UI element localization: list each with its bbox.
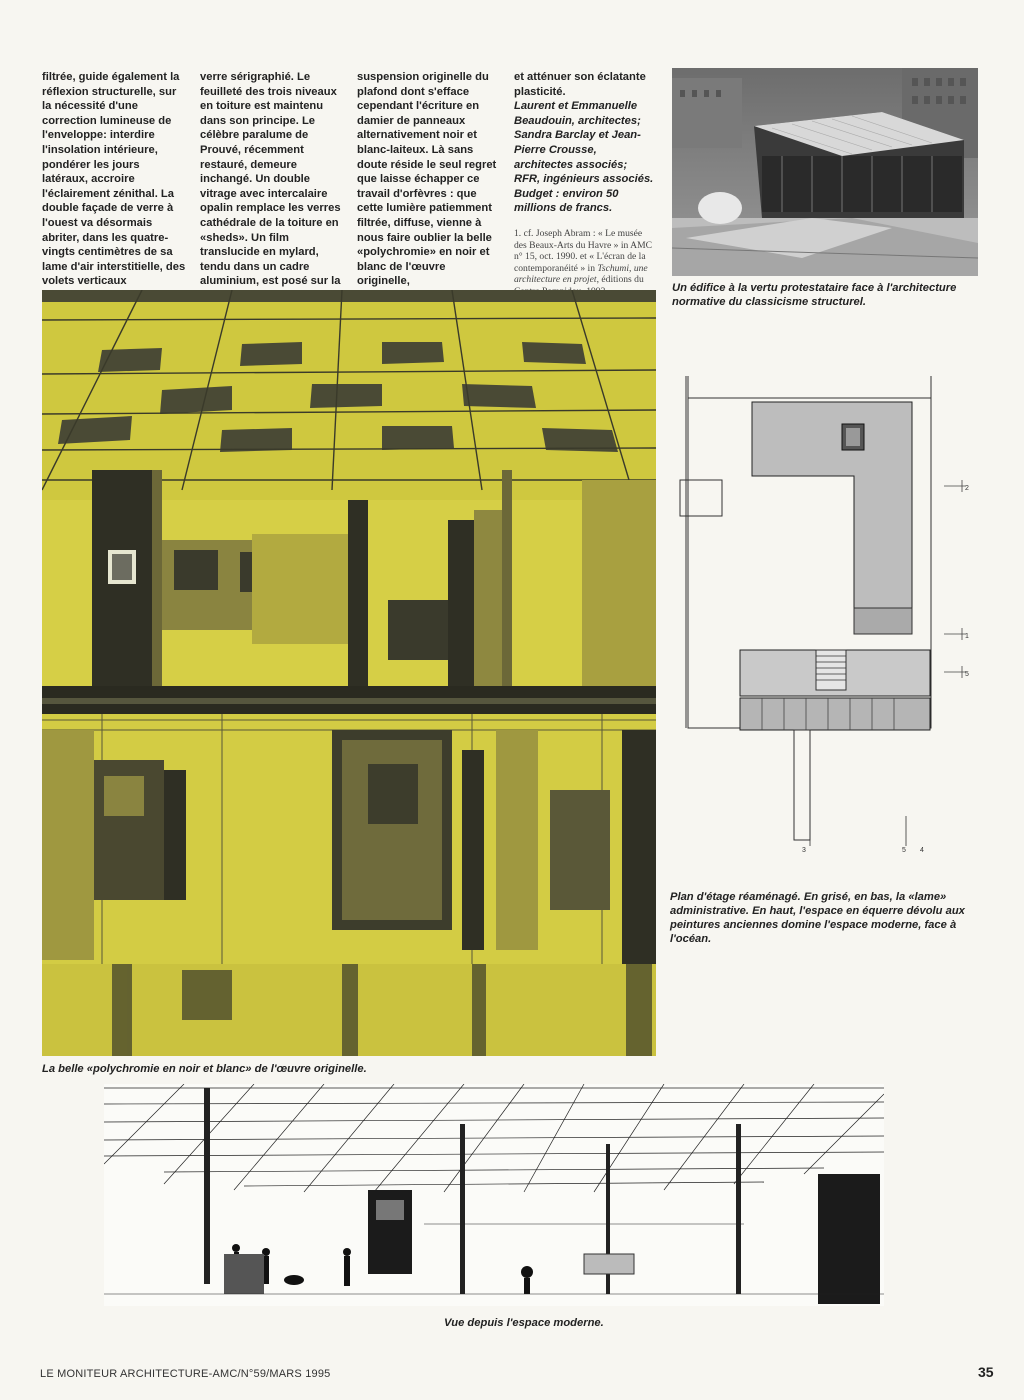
- column-2-text: verre sérigraphié. Le feuilleté des trois niveaux en toiture est maintenu dans son principe. Le célèbre paralume de Prouvé, récemment restauré, demeure inchangé. Un double vitrage avec intercalaire opalin remplace les verres cathédrale de la toiture en «sheds». Un film translucide en mylard, tendu dans un cadre aluminium, est posé sur la: [200, 71, 341, 288]
- floor-plan: [676, 376, 976, 856]
- text-column-4: [514, 70, 654, 298]
- caption-exterior: Un édifice à la vertu protestataire face à l'architecture normative du classicisme structurel.: [672, 282, 957, 308]
- credits: Laurent et Emmanuelle Beaudouin, architectes; Sandra Barclay et Jean-Pierre Crousse, architectes associés; RFR, ingénieurs associés. Budget : environ 50 millions de francs.: [514, 100, 654, 215]
- caption-drawing: Vue depuis l'espace moderne.: [444, 1317, 604, 1329]
- column-4-text: et atténuer son éclatante plasticité.: [514, 71, 646, 98]
- column-3-text: suspension originelle du plafond dont s'efface cependant l'écriture en damier de panneaux alternativement noir et blanc-laiteux. Là sans doute réside le seul regret que laisse échapper ce travail d'orfèvres : que cette lumière patiemment filtrée, diffuse, vienne à nous faire oublier la belle «polychromie» en noir et blanc de l'œuvre originelle,: [357, 71, 497, 288]
- plan-label-a: 2: [965, 485, 969, 492]
- text-column-2: [200, 70, 344, 304]
- caption-yellow-photo: La belle «polychromie en noir et blanc» de l'œuvre originelle.: [42, 1063, 367, 1075]
- perspective-drawing: [104, 1084, 884, 1306]
- caption-plan: Plan d'étage réaménagé. En grisé, en bas, la «lame» administrative. En haut, l'espace en équerre dévolu aux peintures anciennes domine l'espace moderne, face à l'océan.: [670, 891, 965, 945]
- footnote: 1. cf. Joseph Abram : « Le musée des Beaux-Arts du Havre » in AMC n° 15, oct. 1990. et « L'écran de la contemporanéité » in Tschumi, une architecture en projet, éditions du: [514, 227, 653, 286]
- plan-label-d: 3: [802, 847, 806, 854]
- building-exterior-photo: [672, 68, 978, 276]
- plan-label-c: 5: [965, 671, 969, 678]
- yellow-interior-photo: [42, 290, 656, 1056]
- text-column-1: [42, 70, 186, 304]
- plan-label-f: 4: [920, 847, 924, 854]
- text-column-3: [357, 70, 501, 289]
- page-number: 35: [978, 1364, 994, 1380]
- footer-publication: LE MONITEUR ARCHITECTURE-AMC/N°59/MARS 1995: [40, 1368, 331, 1380]
- plan-label-e: 5: [902, 847, 906, 854]
- column-1-text: filtrée, guide également la réflexion structurelle, sur la nécessité d'une correction lumineuse de l'enveloppe: interdire l'insolation intérieure, pondérer les jours latéraux, accroire l'éclairement zénithal. La double façade de verre à l'ouest va désormais abriter, dans les quatre-vingts centimètres de sa lame d'air interstitielle, des volets verticaux: [42, 71, 186, 288]
- plan-label-b: 1: [965, 633, 969, 640]
